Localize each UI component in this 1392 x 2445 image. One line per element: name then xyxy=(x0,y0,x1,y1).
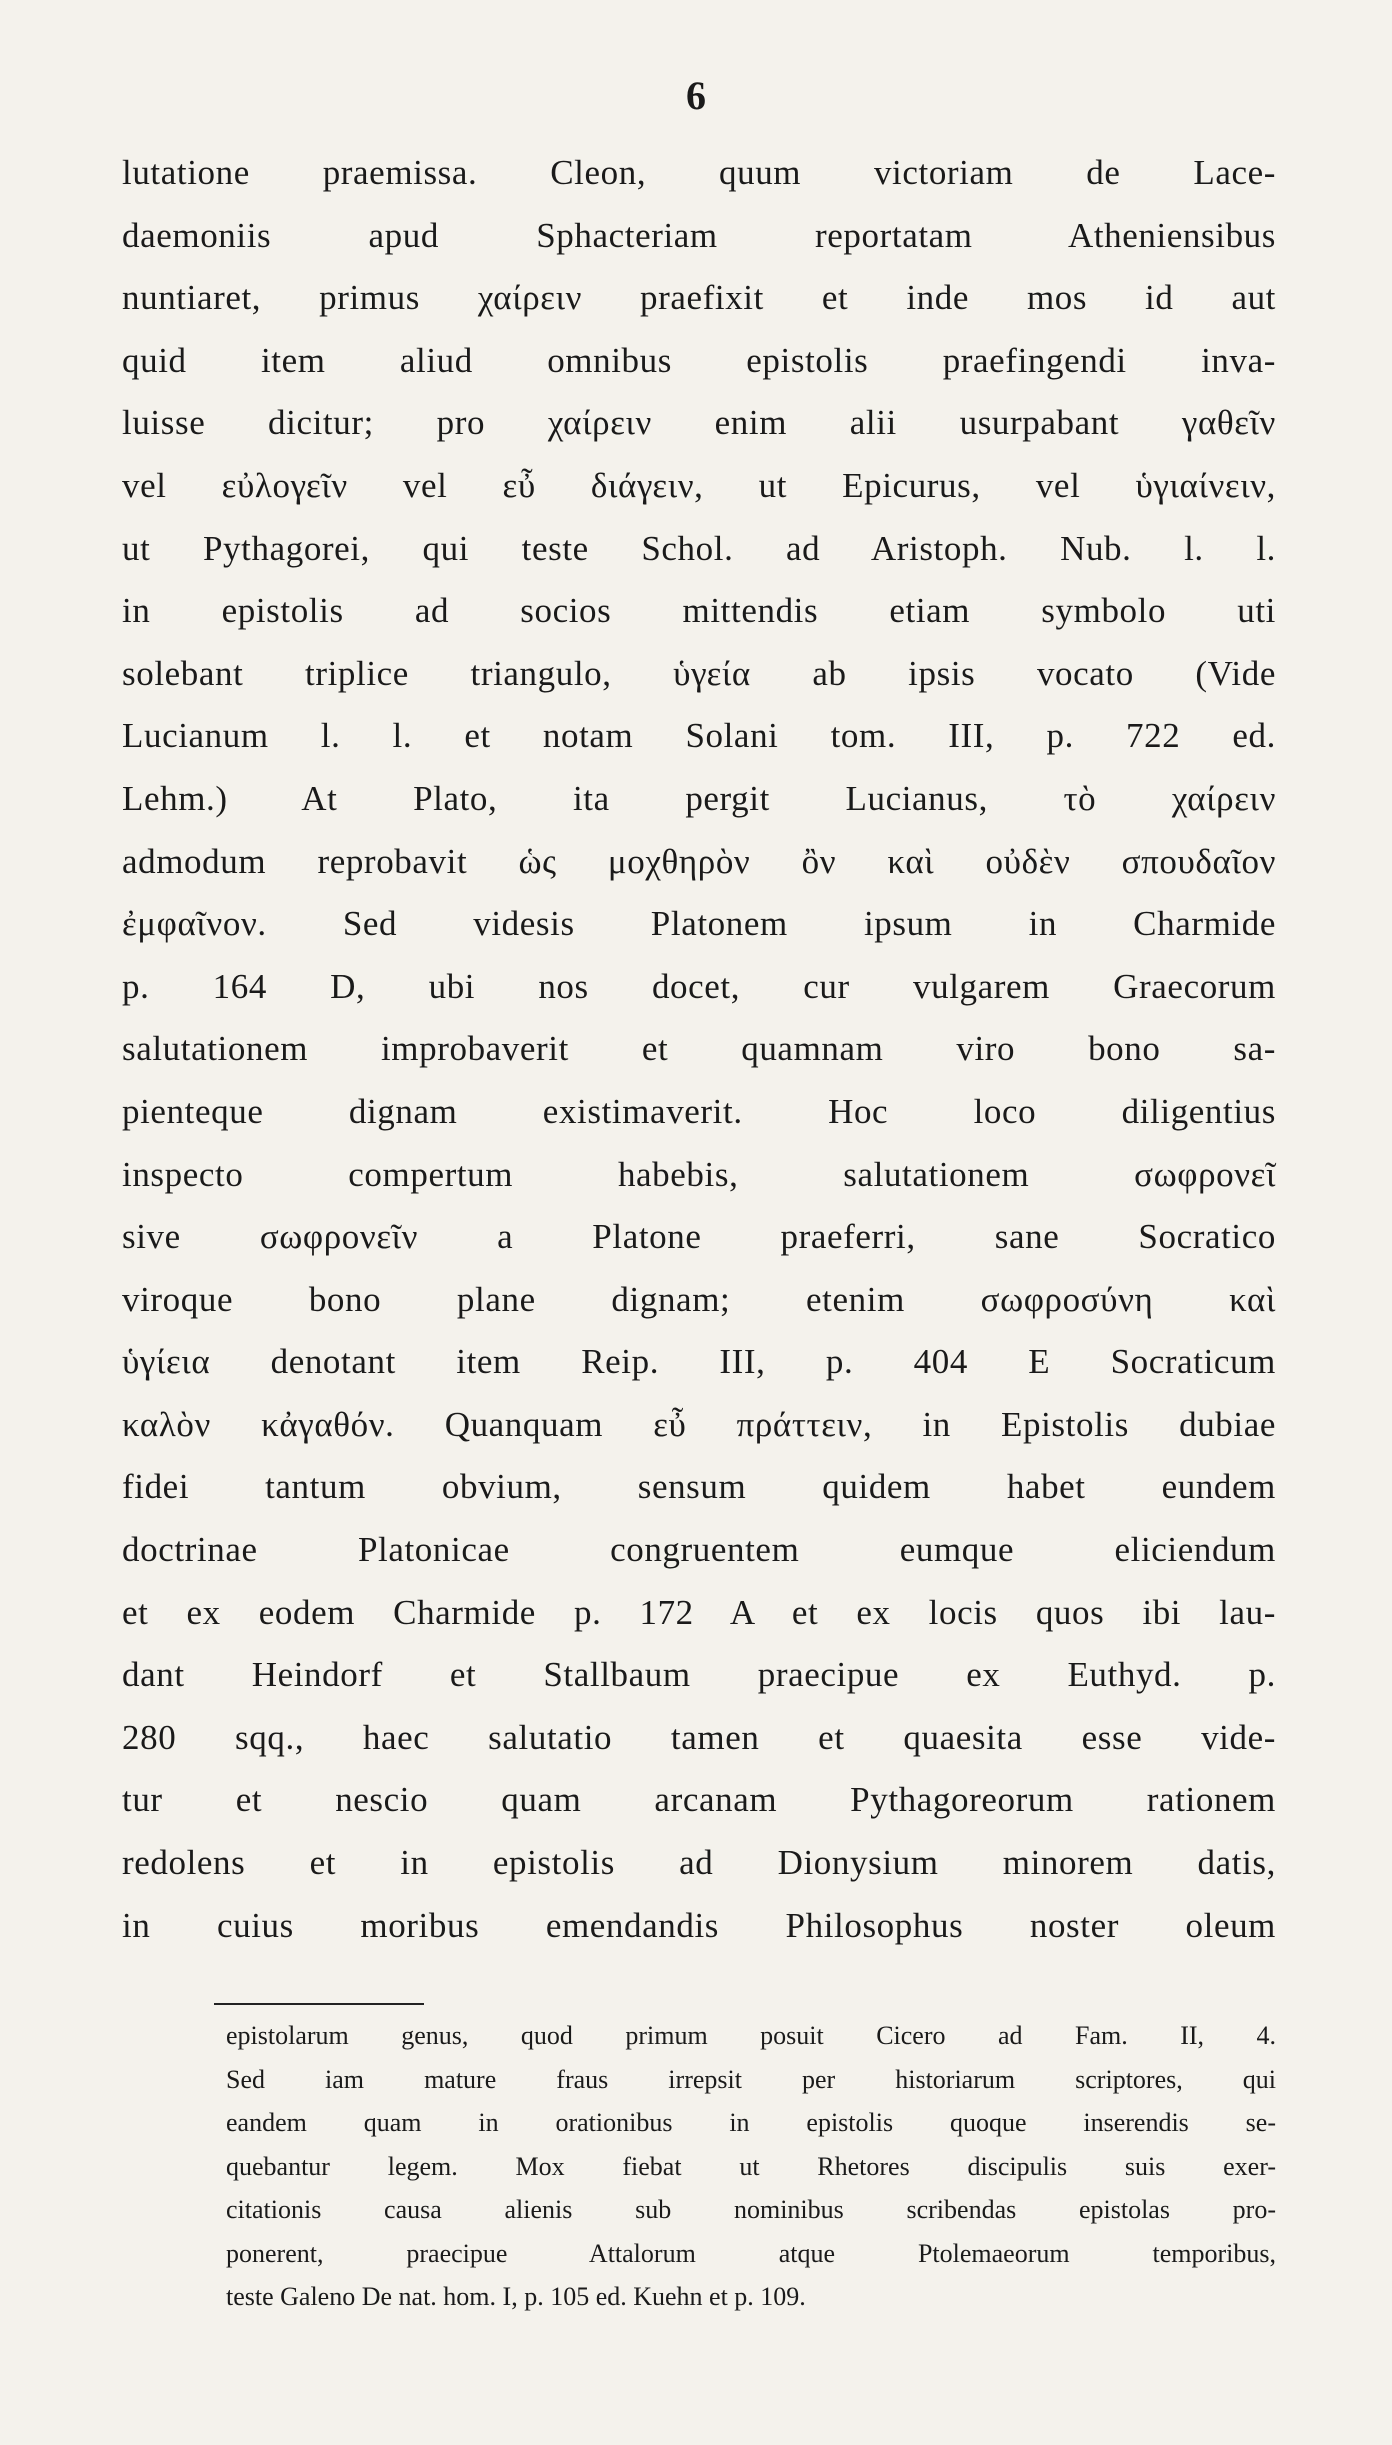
text-line: tur et nescio quam arcanam Pythagoreorum rationem xyxy=(122,1780,1276,1820)
footnote-line: citationis causa alienis sub nominibus scribendas epistolas pro- xyxy=(226,2195,1276,2224)
text-line: pienteque dignam existimaverit. Hoc loco diligentius xyxy=(122,1091,1276,1131)
text-line: 280 sqq., haec salutatio tamen et quaesita esse vide- xyxy=(122,1717,1276,1757)
text-line: et ex eodem Charmide p. 172 A et ex locis quos ibi lau- xyxy=(122,1592,1276,1632)
text-line: dant Heindorf et Stallbaum praecipue ex Euthyd. p. xyxy=(122,1655,1276,1695)
text-line: ὑγίεια denotant item Reip. III, p. 404 E Socraticum xyxy=(122,1342,1276,1382)
text-line: vel εὐλογεῖν vel εὖ διάγειν, ut Epicurus, vel ὑγιαίνειν, xyxy=(122,465,1276,505)
text-line: luisse dicitur; pro χαίρειν enim alii usurpabant γαθεῖν xyxy=(122,403,1276,443)
text-line: viroque bono plane dignam; etenim σωφροσύνη καὶ xyxy=(122,1279,1276,1319)
text-line: daemoniis apud Sphacteriam reportatam Atheniensibus xyxy=(122,215,1276,255)
text-line: ut Pythagorei, qui teste Schol. ad Aristoph. Nub. l. l. xyxy=(122,528,1276,568)
text-line: salutationem improbaverit et quamnam viro bono sa- xyxy=(122,1029,1276,1069)
text-line: Lucianum l. l. et notam Solani tom. III, p. 722 ed. xyxy=(122,716,1276,756)
text-line: Lehm.) At Plato, ita pergit Lucianus, τὸ χαίρειν xyxy=(122,778,1276,818)
footnote-line: eandem quam in orationibus in epistolis quoque inserendis se- xyxy=(226,2108,1276,2137)
footnote-rule xyxy=(214,2003,424,2005)
text-line: quid item aliud omnibus epistolis praefingendi inva- xyxy=(122,340,1276,380)
text-line: redolens et in epistolis ad Dionysium minorem datis, xyxy=(122,1843,1276,1883)
text-line: in epistolis ad socios mittendis etiam symbolo uti xyxy=(122,591,1276,631)
text-line: lutatione praemissa. Cleon, quum victoriam de Lace- xyxy=(122,153,1276,192)
text-line: sive σωφρονεῖν a Platone praeferri, sane Socratico xyxy=(122,1217,1276,1257)
text-line: καλὸν κἀγαθόν. Quanquam εὖ πράττειν, in Epistolis dubiae xyxy=(122,1404,1276,1444)
footnote xyxy=(226,2014,1276,2319)
text-line: fidei tantum obvium, sensum quidem habet eundem xyxy=(122,1467,1276,1507)
page-number: 6 xyxy=(686,73,706,118)
text-line: solebant triplice triangulo, ὑγεία ab ipsis vocato (Vide xyxy=(122,653,1276,693)
footnote-line: epistolarum genus, quod primum posuit Cicero ad Fam. II, 4. xyxy=(226,2021,1276,2050)
text-line: admodum reprobavit ὡς μοχθηρὸν ὂν καὶ οὐδὲν σπουδαῖον xyxy=(122,841,1276,881)
text-line: p. 164 D, ubi nos docet, cur vulgarem Graecorum xyxy=(122,966,1276,1006)
main-text xyxy=(122,142,1276,1957)
footnote-line: quebantur legem. Mox fiebat ut Rhetores discipulis suis exer- xyxy=(226,2151,1276,2181)
text-line: doctrinae Platonicae congruentem eumque eliciendum xyxy=(122,1530,1276,1570)
text-line: nuntiaret, primus χαίρειν praefixit et inde mos id aut xyxy=(122,278,1276,318)
footnote-line: ponerent, praecipue Attalorum atque Ptolemaeorum temporibus, xyxy=(226,2238,1276,2268)
text-line: inspecto compertum habebis, salutationem σωφρονεῖ xyxy=(122,1154,1276,1194)
footnote-line: teste Galeno De nat. hom. I, p. 105 ed. Kuehn et p. 109. xyxy=(226,2282,806,2311)
text-line: in cuius moribus emendandis Philosophus noster oleum xyxy=(122,1905,1276,1945)
footnote-line: Sed iam mature fraus irrepsit per historiarum scriptores, qui xyxy=(226,2064,1276,2094)
text-line: ἐμφαῖνον. Sed videsis Platonem ipsum in Charmide xyxy=(122,904,1276,944)
